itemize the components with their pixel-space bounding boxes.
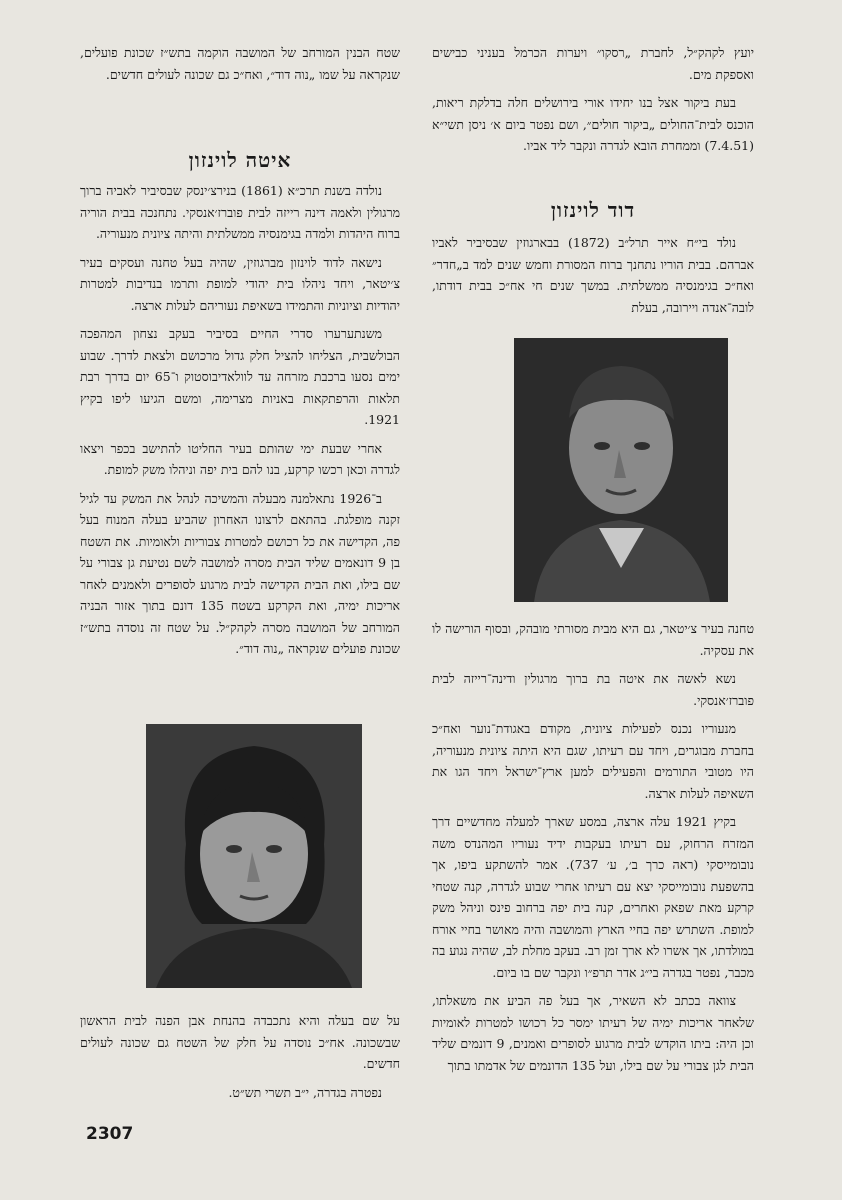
paragraph: נפטרה בגדרה, י״ב תשרי תש״ט. [228,1084,382,1100]
paragraph: אחרי שבעת ימי שהותם בעיר החליטו להתישב בכפר ויצאו לגדרה וכאן רכשו קרקע, בנו להם בית יפה וניהלו משק למופת. [80,440,400,477]
left-column-body [80,180,400,667]
paragraph: צוואה בכתב לא השאיר, אך בעל פה הביע את משאלתו, שלאחר אריכות ימיה של רעיתו ימסר כל רכושו למטרות לאומיות וכן היה: ביתו הוקדש לבית מרגוע לסופרים ואמנים, 9 דונמים שליד הבית לגן צבורי על שם בילו, ועל 135 הדונמים של אדמתו בתוך [432,993,754,1073]
paragraph: משנתערערו סדרי החיים בסיביר בעקב נצחון המהפכה הבולשבית, הצליחו להציל חלק גדול מרכושם ולצאת לדרך. שבוע ימים נסעו ברכבת מזרחה עד לוולאדיבוסטוק ו־65 יום בדרך רבת תלאות והרפתקאות באניות מצרימה, ומשם הגיעו ליפו בקיץ 1921. [80,326,400,427]
portrait-photo-ita [146,724,362,988]
article-heading-david: דוד לוינזון [550,198,636,222]
right-column-after-photo [432,618,754,1083]
paragraph: מנעוריו נכנס לפעילות ציונית, מקודם באגודת־נוער ואח״כ בחברת מבוגרים, ויחד עם רעיתו, שגם היא היתה ציונית מנעוריה, היו מטובי התורמים והפעילים למען ארץ־ישראל ויחד הגו את השאיפה לעלות ארצה. [432,721,754,801]
paragraph: על שם בעלה והיא נתכבדה בהנחת אבן הפנה לבית הראשון שבשכונה. אח״כ נוסדה על חלק של השטח גם שכונה לעולים חדשים. [80,1013,400,1071]
paragraph: נולדה בשנת תרכ״א (1861) בנירצ׳ינסק שבסיביר לאביה ברוך מרגולין ולאמה דינה רייזה לבית פוברז׳אנסקי. נתחנכה בבית הוריה ברוח היהדות ולמדה בגימנסיה ממשלתית והיתה ציונית מנעוריה. [80,183,400,241]
right-column-before-photo [432,232,754,325]
paragraph: בקיץ 1921 עלה ארצה, במסע שארך למעלה מחדשיים דרך המזרח הרחוק, עם רעיתו בעקבות ידיד נעוריו המהנדס משה נובומייסקי (ראה כרך ב׳, ע׳ 737). אמר להשתקע ביפו, אך בהשפעת נובומייסקי יצא עם רעיתו אחרי שבוע לגדרה, קנה שטחי קרקע מאת שפאק ואחרים, קנה בית יפה ברחוב פינס וניהל משק למופת. השתרש יפה בחיי הארץ והמושבה והיה מאושר בחיי אורח במולדתו, אך אשרו לא ארך זמן רב. בעקב מחלת לב, שהיה נגוע בה מכבר, נפטר בגדרה בי״ג אדר תרפ״ו ונקבר שם בו ביום. [432,814,754,980]
page-number: 2307 [86,1124,134,1144]
article-heading-ita: איטה לוינזון [188,148,292,172]
paragraph: שטח הבנין המורחב של המושבה הוקמה בתש״ז שכונת פועלים, שנקראה על שמו „נוה דוד״, ואח״כ גם שכונה לעולים חדשים. [80,45,400,82]
portrait-photo-david [514,338,728,602]
paragraph: נולד בי״ח אייר תרל״ב (1872) בבארגוזין שבסיביר לאביו אברהם. בבית הוריו נתחנך ברוח המסורת וחמש שנים למד ב„חדר״ ואח״כ בגימנסיה ממשלתית. במשך שנים חי אח״כ בבית דודתו, לובה־אנדה ויירובה, בעלת [432,235,754,315]
paragraph: יועץ לקהק״ל, לחברת „רסקו״ ויערות הכרמל בעניני כבישים ואספקת מים. [432,45,754,82]
right-column-intro [432,42,754,164]
paragraph: ב־1926 נתאלמנה מבעלה והמשיכה לנהל את המשק עד לגיל זקנה מופלגת. בהתאם לרצונו האחרון שהביע בעלה המנוח בעל פה, הקדישה את כל רכושם למטרות צבוריות ולאומיות. את השטח בן 9 דונאמים שליד הבית מסרה למושבה לשם נטיעת גן צבורי על שם בילו, ואת הבית הקדישה לבית מרגוע לסופרים ולאמנים לאחר אריכות ימיה, ואת הקרקע בשטח 135 דונם בתוך אזור הבניה המורחב של המושבה מסרה לקהק״ל. על שטח זה נוסדה בתש״ז שכונת פועלים שנקראה „נוה דוד״. [80,490,401,656]
left-column-closing [80,1010,400,1110]
paragraph: נשא לאשה את איטה בת ברוך מרגולין ודינה־רייזה לבית פוברז׳אנסקי. [432,671,754,708]
left-column-intro [80,42,400,92]
paragraph: טחנה בעיר צ׳יטאר, גם היא מבית מסורתי מובהק, ובסוף הורישה לו את עסקיה. [432,621,754,658]
paragraph: נישאה לדוד לוינזון מברגוזין, שהיה בעל טחנה ועסקים בעיר צ׳יטאר, ויחד ניהלו בית יהודי למופת ותרמו בנדיבות למטרות יהודיות וציוניות והתמידו בשאיפת נעוריהם לעלות ארצה. [80,254,400,313]
paragraph: בעת ביקור אצל בנו יחידו אורי בירושלים חלה בדלקת ריאות, הוכנס לבית־החולים „ביקור חולים״, ושם נפטר ביום א׳ ניסן תשי״א (7.4.51) וממחרת הובא לגדרה ונקבר ליד אביו. [432,95,754,153]
